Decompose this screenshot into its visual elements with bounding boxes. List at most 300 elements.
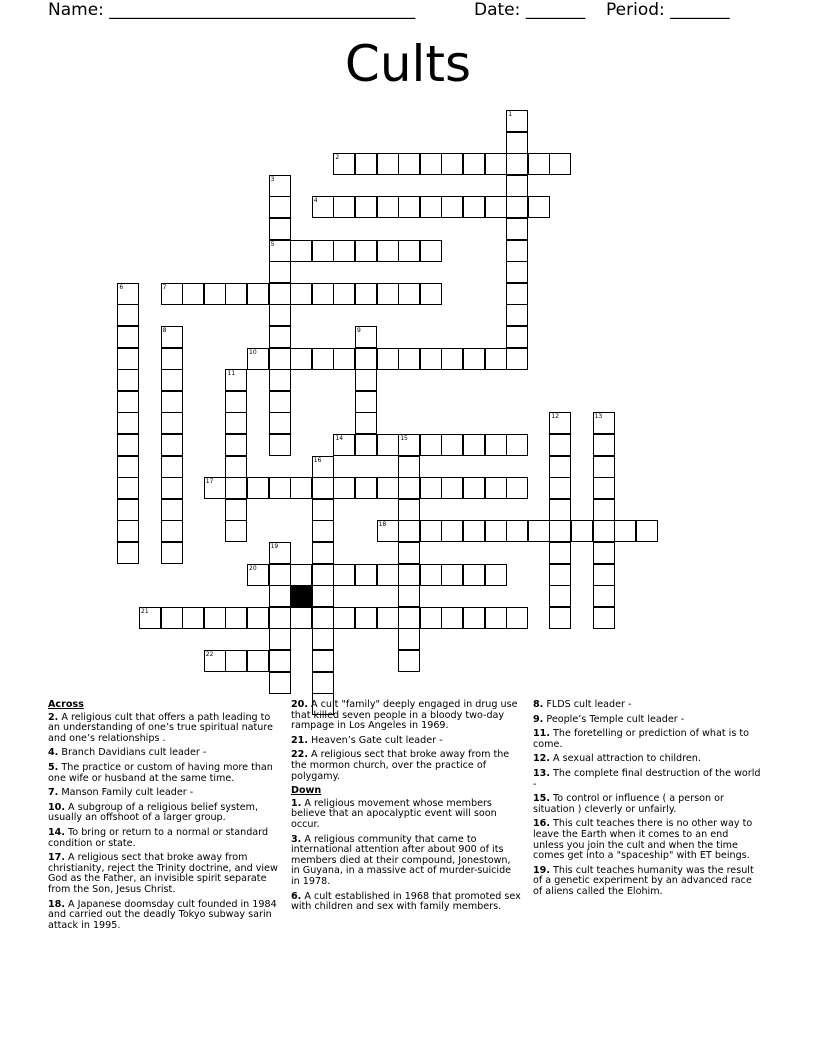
clue-number: 22. xyxy=(291,749,308,761)
grid-cell[interactable] xyxy=(549,499,571,521)
clue-text: A cult "family" deeply engaged in drug use that killed seven people in a bloody two-day rampage in Los Angeles in 1969. xyxy=(291,699,518,732)
clue-text: The practice or custom of having more than one wife or husband at the same time. xyxy=(48,761,273,784)
clue-number: 4. xyxy=(48,747,59,759)
period-field: Period: _______ xyxy=(606,0,730,20)
grid-cell[interactable] xyxy=(355,240,377,262)
clue-number: 3 xyxy=(270,175,275,183)
clue-number: 15 xyxy=(400,435,408,442)
grid-cell[interactable] xyxy=(593,585,615,607)
grid-cell[interactable] xyxy=(312,520,334,542)
grid-cell[interactable] xyxy=(225,477,247,499)
grid-cell[interactable] xyxy=(506,218,528,240)
clue-text: The complete final destruction of the world - xyxy=(533,767,761,790)
across-clue xyxy=(48,763,280,784)
grid-cell[interactable] xyxy=(117,499,139,521)
grid-cell[interactable] xyxy=(333,196,355,218)
clue-number: 10 xyxy=(249,348,257,356)
grid-cell[interactable] xyxy=(225,607,247,629)
grid-cell[interactable] xyxy=(420,564,442,586)
grid-cell[interactable] xyxy=(225,391,247,413)
grid-cell[interactable] xyxy=(269,240,291,262)
grid-cell[interactable] xyxy=(398,477,420,499)
clue-number: 1. xyxy=(291,797,302,809)
clue-text: To control or influence ( a person or situation ) cleverly or unfairly. xyxy=(533,793,724,815)
grid-cell[interactable] xyxy=(377,434,399,456)
clue-number: 7. xyxy=(48,787,59,799)
grid-cell[interactable] xyxy=(463,564,485,586)
grid-cell[interactable] xyxy=(593,499,615,521)
grid-cell[interactable] xyxy=(441,196,463,218)
grid-cell[interactable] xyxy=(161,499,183,521)
clue-number: 6. xyxy=(291,890,302,902)
across-heading: Across xyxy=(48,699,84,710)
grid-cell[interactable] xyxy=(225,456,247,478)
clue-number: 17. xyxy=(48,852,65,864)
grid-cell[interactable] xyxy=(269,326,291,348)
clue-number: 3. xyxy=(291,833,302,845)
grid-cell[interactable] xyxy=(377,520,399,542)
grid-cell[interactable] xyxy=(312,564,334,586)
grid-cell[interactable] xyxy=(463,348,485,370)
clue-text: Branch Davidians cult leader - xyxy=(58,747,207,759)
grid-cell[interactable] xyxy=(312,628,334,650)
clue-number: 4 xyxy=(313,197,318,205)
grid-cell[interactable] xyxy=(269,218,291,240)
grid-cell[interactable] xyxy=(571,520,593,542)
clue-text: A religious sect that broke away from christianity, reject the Trinity doctrine, and view God as the Father, an invisible spirit separate from the Son, Jesus Christ. xyxy=(48,852,278,895)
across-clue xyxy=(48,853,280,895)
clue-number: 10. xyxy=(48,801,65,813)
grid-cell[interactable] xyxy=(355,283,377,305)
grid-cell[interactable] xyxy=(161,607,183,629)
grid-cell[interactable] xyxy=(593,477,615,499)
clue-number: 11 xyxy=(227,370,236,378)
grid-cell[interactable] xyxy=(614,520,636,542)
grid-cell[interactable] xyxy=(333,607,355,629)
grid-cell[interactable] xyxy=(398,153,420,175)
grid-cell[interactable] xyxy=(420,153,442,175)
grid-cell[interactable] xyxy=(355,391,377,413)
clue-number: 20 xyxy=(249,564,257,572)
clue-number: 5 xyxy=(270,240,275,248)
grid-cell[interactable] xyxy=(312,585,334,607)
grid-cell[interactable] xyxy=(161,283,183,305)
grid-cell[interactable] xyxy=(506,196,528,218)
grid-cell[interactable] xyxy=(355,564,377,586)
grid-cell[interactable] xyxy=(506,240,528,262)
grid-cell[interactable] xyxy=(420,240,442,262)
grid-cell[interactable] xyxy=(312,499,334,521)
grid-cell[interactable] xyxy=(269,628,291,650)
grid-cell[interactable] xyxy=(463,607,485,629)
grid-cell[interactable] xyxy=(441,607,463,629)
grid-cell[interactable] xyxy=(506,607,528,629)
grid-cell[interactable] xyxy=(290,348,312,370)
clue-number: 20. xyxy=(291,699,308,710)
grid-cell[interactable] xyxy=(420,477,442,499)
grid-cell[interactable] xyxy=(117,391,139,413)
grid-cell[interactable] xyxy=(269,175,291,197)
clue-number: 2. xyxy=(48,711,59,723)
grid-cell[interactable] xyxy=(161,326,183,348)
grid-cell[interactable] xyxy=(506,110,528,132)
grid-cell[interactable] xyxy=(225,499,247,521)
grid-cell[interactable] xyxy=(463,153,485,175)
grid-cell[interactable] xyxy=(355,326,377,348)
grid-cell[interactable] xyxy=(506,434,528,456)
grid-cell[interactable] xyxy=(117,477,139,499)
grid-cell[interactable] xyxy=(225,650,247,672)
grid-cell[interactable] xyxy=(269,564,291,586)
grid-cell[interactable] xyxy=(117,369,139,391)
grid-cell[interactable] xyxy=(161,542,183,564)
grid-cell[interactable] xyxy=(247,607,269,629)
date-field: Date: _______ xyxy=(474,0,586,20)
clue-number: 9. xyxy=(533,713,544,725)
grid-cell[interactable] xyxy=(269,391,291,413)
grid-cell[interactable] xyxy=(593,607,615,629)
down-clue xyxy=(291,835,521,888)
grid-cell[interactable] xyxy=(549,434,571,456)
grid-cell[interactable] xyxy=(204,477,226,499)
grid-cell[interactable] xyxy=(549,153,571,175)
clue-number: 14. xyxy=(48,826,65,838)
grid-cell[interactable] xyxy=(117,412,139,434)
across-clue xyxy=(48,900,280,932)
across-clue xyxy=(291,736,521,747)
clue-text: Heaven’s Gate cult leader - xyxy=(308,734,443,746)
grid-cell[interactable] xyxy=(247,650,269,672)
down-clue xyxy=(533,866,761,898)
clue-number: 5. xyxy=(48,761,59,773)
down-clue xyxy=(533,729,761,750)
down-clue xyxy=(533,819,761,861)
grid-cell[interactable] xyxy=(333,153,355,175)
grid-cell[interactable] xyxy=(161,477,183,499)
across-clue xyxy=(48,713,280,745)
grid-cell[interactable] xyxy=(377,564,399,586)
grid-cell[interactable] xyxy=(398,240,420,262)
clue-number: 11. xyxy=(533,728,550,740)
grid-cell[interactable] xyxy=(549,607,571,629)
grid-cell[interactable] xyxy=(398,283,420,305)
grid-cell[interactable] xyxy=(377,196,399,218)
name-field: Name: ____________________________________ xyxy=(48,0,416,20)
grid-cell[interactable] xyxy=(506,175,528,197)
clue-text: This cult teaches there is no other way to leave the Earth when it comes to an end unless you join the cult and when the time comes get into a "spaceship" with ET beings. xyxy=(533,818,753,862)
clue-number: 13 xyxy=(594,413,603,421)
grid-cell[interactable] xyxy=(506,326,528,348)
grid-cell[interactable] xyxy=(290,283,312,305)
grid-cell[interactable] xyxy=(441,153,463,175)
grid-cell[interactable] xyxy=(117,326,139,348)
grid-cell[interactable] xyxy=(485,434,507,456)
grid-cell[interactable] xyxy=(333,348,355,370)
grid-cell[interactable] xyxy=(247,564,269,586)
clue-number: 19 xyxy=(270,543,279,550)
grid-cell[interactable] xyxy=(161,369,183,391)
page-title: Cults xyxy=(344,35,472,93)
grid-cell[interactable] xyxy=(420,434,442,456)
clue-text: A religious community that came to international attention after about 900 of its members died at their compound, Jonestown, in Guyana, in a massive act of murder-suicide in 1978. xyxy=(291,833,512,887)
grid-cell[interactable] xyxy=(182,607,204,629)
grid-cell[interactable] xyxy=(398,348,420,370)
grid-cell[interactable] xyxy=(549,477,571,499)
grid-cell[interactable] xyxy=(182,283,204,305)
grid-cell[interactable] xyxy=(485,520,507,542)
clue-text: This cult teaches humanity was the result of a genetic experiment by an advanced race of aliens called the Elohim. xyxy=(533,864,754,897)
grid-cell[interactable] xyxy=(312,456,334,478)
grid-cell[interactable] xyxy=(398,564,420,586)
grid-cell[interactable] xyxy=(333,564,355,586)
clue-number: 8 xyxy=(162,327,167,334)
grid-cell[interactable] xyxy=(117,520,139,542)
grid-cell[interactable] xyxy=(269,585,291,607)
down-clue xyxy=(533,794,761,815)
grid-cell[interactable] xyxy=(355,607,377,629)
clue-text: A sexual attraction to children. xyxy=(550,753,701,765)
grid-cell[interactable] xyxy=(355,369,377,391)
grid-cell[interactable] xyxy=(377,477,399,499)
clue-number: 9 xyxy=(357,327,361,334)
clue-number: 2 xyxy=(335,154,340,162)
across-clue xyxy=(291,750,521,782)
grid-cell[interactable] xyxy=(549,456,571,478)
clue-text: A cult established in 1968 that promoted sex with children and sex with family members. xyxy=(291,890,521,913)
grid-cell[interactable] xyxy=(506,283,528,305)
grid-cell[interactable] xyxy=(225,520,247,542)
grid-cell[interactable] xyxy=(312,672,334,694)
grid-cell[interactable] xyxy=(161,391,183,413)
grid-cell[interactable] xyxy=(269,412,291,434)
grid-cell[interactable] xyxy=(377,348,399,370)
grid-cell[interactable] xyxy=(355,196,377,218)
grid-cell[interactable] xyxy=(117,283,139,305)
down-clue xyxy=(291,892,521,913)
grid-cell[interactable] xyxy=(269,650,291,672)
grid-cell[interactable] xyxy=(506,261,528,283)
grid-cell[interactable] xyxy=(269,607,291,629)
grid-cell[interactable] xyxy=(377,240,399,262)
grid-cell[interactable] xyxy=(506,348,528,370)
clue-number: 13. xyxy=(533,767,550,779)
grid-cell[interactable] xyxy=(225,369,247,391)
grid-cell[interactable] xyxy=(269,261,291,283)
grid-cell[interactable] xyxy=(506,520,528,542)
across-clue xyxy=(48,788,280,799)
grid-cell[interactable] xyxy=(290,477,312,499)
grid-cell[interactable] xyxy=(312,283,334,305)
grid-cell[interactable] xyxy=(485,564,507,586)
grid-cell[interactable] xyxy=(247,283,269,305)
grid-cell[interactable] xyxy=(463,434,485,456)
grid-cell[interactable] xyxy=(269,304,291,326)
across-clue xyxy=(48,748,280,759)
grid-cell[interactable] xyxy=(247,477,269,499)
grid-cell[interactable] xyxy=(312,348,334,370)
grid-cell[interactable] xyxy=(549,542,571,564)
grid-cell[interactable] xyxy=(290,240,312,262)
grid-cell[interactable] xyxy=(593,520,615,542)
grid-cell[interactable] xyxy=(593,412,615,434)
grid-cell[interactable] xyxy=(506,153,528,175)
grid-cell[interactable] xyxy=(441,520,463,542)
grid-cell[interactable] xyxy=(355,153,377,175)
grid-cell[interactable] xyxy=(333,283,355,305)
grid-cell[interactable] xyxy=(593,542,615,564)
grid-cell[interactable] xyxy=(117,304,139,326)
grid-cell[interactable] xyxy=(312,240,334,262)
grid-cell[interactable] xyxy=(593,434,615,456)
grid-cell[interactable] xyxy=(377,607,399,629)
grid-cell[interactable] xyxy=(333,240,355,262)
grid-cell[interactable] xyxy=(506,304,528,326)
clue-text: People’s Temple cult leader - xyxy=(543,713,685,725)
grid-cell[interactable] xyxy=(204,650,226,672)
down-clue xyxy=(291,799,521,831)
grid-cell[interactable] xyxy=(463,196,485,218)
grid-cell[interactable] xyxy=(161,456,183,478)
grid-cell[interactable] xyxy=(247,348,269,370)
grid-cell[interactable] xyxy=(117,348,139,370)
grid-cell[interactable] xyxy=(398,607,420,629)
clue-number: 12 xyxy=(551,413,560,421)
grid-cell[interactable] xyxy=(506,477,528,499)
grid-cell[interactable] xyxy=(290,607,312,629)
grid-cell[interactable] xyxy=(161,520,183,542)
grid-cell[interactable] xyxy=(420,607,442,629)
grid-cell[interactable] xyxy=(549,520,571,542)
grid-cell[interactable] xyxy=(485,477,507,499)
grid-cell[interactable] xyxy=(398,434,420,456)
grid-cell[interactable] xyxy=(441,477,463,499)
grid-cell[interactable] xyxy=(377,283,399,305)
clue-text: To bring or return to a normal or standard condition or state. xyxy=(48,826,269,849)
clue-text: The foretelling or prediction of what is to come. xyxy=(533,728,750,750)
clue-number: 6 xyxy=(119,283,124,291)
grid-cell[interactable] xyxy=(117,456,139,478)
grid-cell[interactable] xyxy=(398,196,420,218)
black-cell xyxy=(290,585,312,607)
clues-column-3 xyxy=(533,700,761,902)
grid-cell[interactable] xyxy=(290,564,312,586)
grid-cell[interactable] xyxy=(333,477,355,499)
clue-number: 19. xyxy=(533,864,550,876)
grid-cell[interactable] xyxy=(463,477,485,499)
grid-cell[interactable] xyxy=(528,520,550,542)
grid-cell[interactable] xyxy=(420,520,442,542)
grid-cell[interactable] xyxy=(312,607,334,629)
grid-cell[interactable] xyxy=(398,499,420,521)
down-heading: Down xyxy=(291,785,322,797)
grid-cell[interactable] xyxy=(117,542,139,564)
grid-cell[interactable] xyxy=(312,196,334,218)
grid-cell[interactable] xyxy=(355,434,377,456)
grid-cell[interactable] xyxy=(269,434,291,456)
grid-cell[interactable] xyxy=(355,348,377,370)
grid-cell[interactable] xyxy=(355,412,377,434)
grid-cell[interactable] xyxy=(549,564,571,586)
grid-cell[interactable] xyxy=(636,520,658,542)
grid-cell[interactable] xyxy=(398,520,420,542)
grid-cell[interactable] xyxy=(549,585,571,607)
grid-cell[interactable] xyxy=(398,456,420,478)
clue-number: 21 xyxy=(141,607,149,615)
grid-cell[interactable] xyxy=(420,196,442,218)
clue-number: 16 xyxy=(313,456,322,464)
grid-cell[interactable] xyxy=(398,628,420,650)
grid-cell[interactable] xyxy=(225,412,247,434)
clue-number: 16. xyxy=(533,818,550,830)
grid-cell[interactable] xyxy=(333,434,355,456)
grid-cell[interactable] xyxy=(441,564,463,586)
grid-cell[interactable] xyxy=(312,650,334,672)
grid-cell[interactable] xyxy=(269,477,291,499)
grid-cell[interactable] xyxy=(225,434,247,456)
clue-number: 1 xyxy=(508,111,513,118)
across-clue xyxy=(291,700,521,732)
grid-cell[interactable] xyxy=(420,283,442,305)
clue-number: 18. xyxy=(48,898,65,910)
grid-cell[interactable] xyxy=(420,348,442,370)
grid-cell[interactable] xyxy=(398,542,420,564)
down-clue xyxy=(533,754,761,765)
grid-cell[interactable] xyxy=(485,348,507,370)
clue-text: A religious movement whose members believe that an apocalyptic event will soon occur. xyxy=(291,797,497,830)
clue-number: 14 xyxy=(335,435,344,442)
grid-cell[interactable] xyxy=(269,348,291,370)
grid-cell[interactable] xyxy=(441,434,463,456)
grid-cell[interactable] xyxy=(269,542,291,564)
clue-number: 17 xyxy=(205,478,214,486)
grid-cell[interactable] xyxy=(377,153,399,175)
grid-cell[interactable] xyxy=(485,607,507,629)
grid-cell[interactable] xyxy=(485,196,507,218)
grid-cell[interactable] xyxy=(161,434,183,456)
grid-cell[interactable] xyxy=(269,283,291,305)
grid-cell[interactable] xyxy=(549,412,571,434)
grid-cell[interactable] xyxy=(161,412,183,434)
grid-cell[interactable] xyxy=(312,477,334,499)
down-clue xyxy=(533,769,761,790)
clue-text: A Japanese doomsday cult founded in 1984 and carried out the deadly Tokyo subway sarin attack in 1995. xyxy=(48,898,277,931)
grid-cell[interactable] xyxy=(204,607,226,629)
grid-cell[interactable] xyxy=(441,348,463,370)
across-clue xyxy=(48,803,280,824)
grid-cell[interactable] xyxy=(225,283,247,305)
grid-cell[interactable] xyxy=(139,607,161,629)
grid-cell[interactable] xyxy=(398,650,420,672)
grid-cell[interactable] xyxy=(117,434,139,456)
grid-cell[interactable] xyxy=(398,585,420,607)
grid-cell[interactable] xyxy=(355,477,377,499)
grid-cell[interactable] xyxy=(161,348,183,370)
grid-cell[interactable] xyxy=(269,369,291,391)
grid-cell[interactable] xyxy=(528,153,550,175)
grid-cell[interactable] xyxy=(312,542,334,564)
grid-cell[interactable] xyxy=(485,153,507,175)
grid-cell[interactable] xyxy=(506,132,528,154)
grid-cell[interactable] xyxy=(269,196,291,218)
down-clue xyxy=(533,700,761,711)
grid-cell[interactable] xyxy=(204,283,226,305)
clue-number: 12. xyxy=(533,753,550,765)
grid-cell[interactable] xyxy=(593,564,615,586)
grid-cell[interactable] xyxy=(528,196,550,218)
grid-cell[interactable] xyxy=(593,456,615,478)
grid-cell[interactable] xyxy=(463,520,485,542)
grid-cell[interactable] xyxy=(269,672,291,694)
